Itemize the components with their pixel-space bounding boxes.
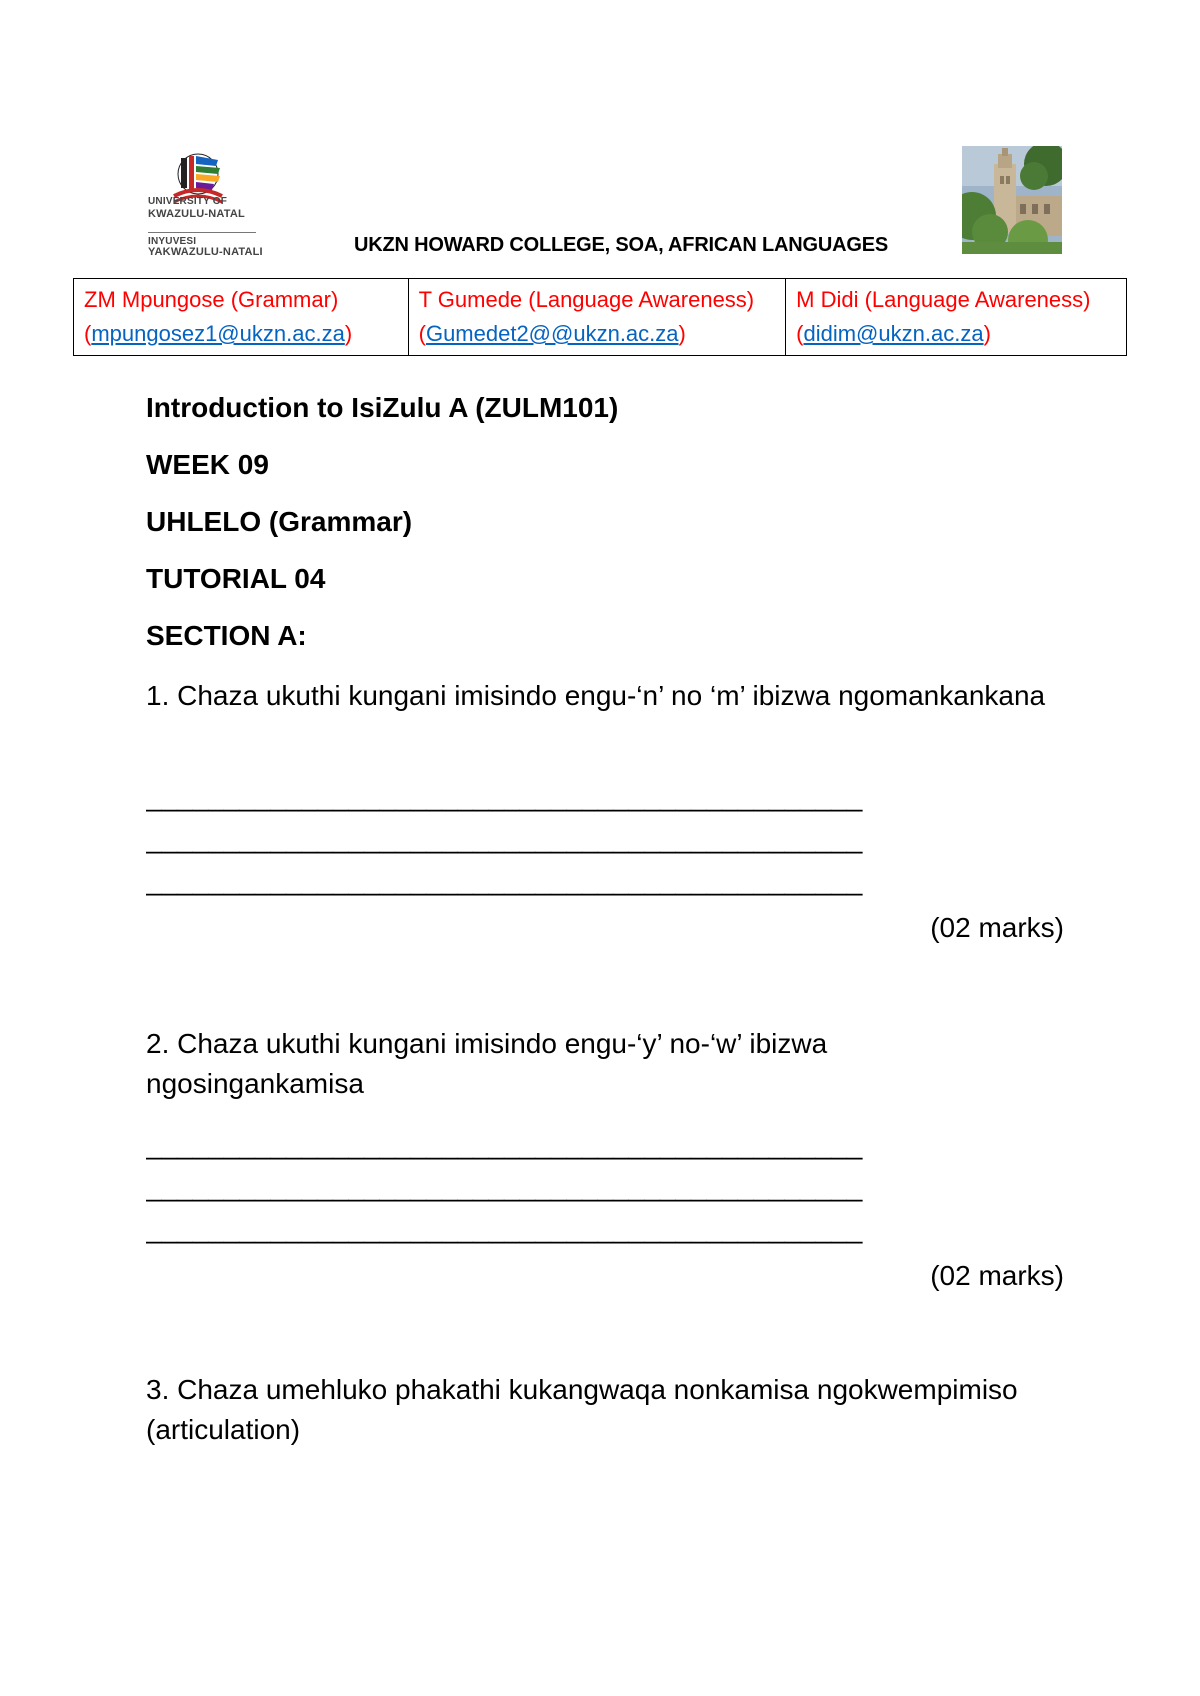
staff-email-line	[419, 317, 780, 351]
staff-cell	[786, 279, 1127, 356]
section-label: SECTION A:	[146, 620, 307, 651]
answer-line: ______________________________________________	[146, 1213, 863, 1244]
paren-close: )	[678, 321, 686, 346]
paren-open: (	[418, 321, 426, 346]
question-3: 3. Chaza umehluko phakathi kukangwaqa nonkamisa ngokwempimiso (articulation)	[146, 1374, 1018, 1445]
logo-text-3: INYUVESI	[148, 236, 197, 247]
staff-email-link[interactable]: mpungosez1@ukzn.ac.za	[91, 321, 345, 346]
staff-name: T Gumede (Language Awareness)	[418, 287, 755, 312]
logo-text-4: YAKWAZULU-NATALI	[148, 246, 263, 258]
question-2: 2. Chaza ukuthi kungani imisindo engu-‘y’ no-‘w’ ibizwa ngosingankamisa	[146, 1028, 828, 1099]
answer-lines-1[interactable]	[146, 776, 1054, 902]
staff-email-line	[796, 317, 1120, 351]
tutorial-label: TUTORIAL 04	[146, 563, 326, 594]
ukzn-logo	[148, 150, 263, 258]
staff-cell	[408, 279, 786, 356]
staff-email-link[interactable]: didim@ukzn.ac.za	[803, 321, 984, 346]
answer-line: ______________________________________________	[146, 1129, 863, 1160]
paren-open: (	[796, 321, 804, 346]
answer-line: ______________________________________________	[146, 823, 863, 854]
campus-photo	[962, 146, 1062, 254]
paren-close: )	[983, 321, 991, 346]
question-1: 1. Chaza ukuthi kungani imisindo engu-‘n’ no ‘m’ ibizwa ngomankankana	[146, 680, 1046, 711]
topic-label: UHLELO (Grammar)	[146, 506, 413, 537]
staff-email-link[interactable]: Gumedet2@@ukzn.ac.za	[425, 321, 679, 346]
page-header-title: UKZN HOWARD COLLEGE, SOA, AFRICAN LANGUAGES	[354, 234, 888, 256]
staff-contacts-table	[73, 278, 1127, 356]
marks-2: (02 marks)	[930, 1260, 1064, 1291]
marks-1: (02 marks)	[930, 912, 1064, 943]
staff-email-line	[84, 317, 402, 351]
logo-text-2: KWAZULU-NATAL	[148, 208, 245, 220]
course-title: Introduction to IsiZulu A (ZULM101)	[146, 392, 619, 423]
paren-open: (	[84, 321, 92, 346]
paren-close: )	[344, 321, 353, 346]
week-label: WEEK 09	[146, 449, 269, 480]
logo-divider	[148, 232, 256, 233]
staff-name: ZM Mpungose (Grammar)	[84, 287, 339, 312]
answer-lines-2[interactable]	[146, 1124, 1054, 1250]
staff-name: M Didi (Language Awareness)	[796, 287, 1091, 312]
staff-row	[74, 279, 1127, 356]
answer-line: ______________________________________________	[146, 781, 863, 812]
answer-line: ______________________________________________	[146, 1171, 863, 1202]
answer-line: ______________________________________________	[146, 865, 863, 896]
campus-tower-image	[962, 146, 1062, 254]
staff-cell	[74, 279, 409, 356]
logo-text-1: UNIVERSITY OF	[148, 196, 228, 207]
